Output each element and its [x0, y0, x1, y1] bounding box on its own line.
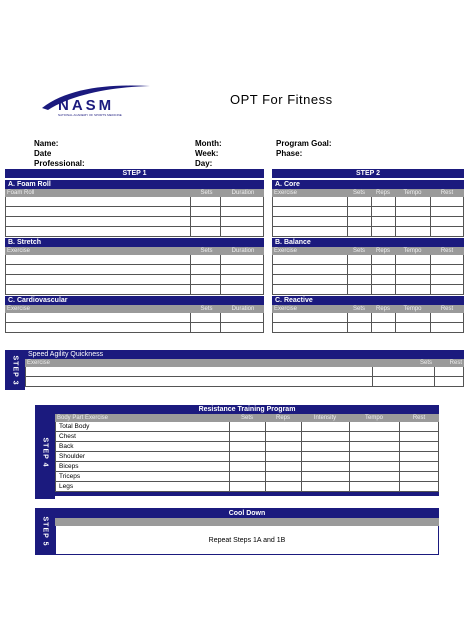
table-row: [6, 227, 263, 237]
month-label: Month:: [195, 139, 222, 148]
step2-b-title: B. Balance: [272, 238, 464, 247]
col-header: Intensity: [313, 415, 337, 421]
step1-a-rows: [5, 197, 264, 237]
date-label: Date: [34, 149, 52, 158]
step4-title: Resistance Training Program: [55, 405, 439, 414]
col-header: Reps: [375, 248, 390, 254]
col-header: Exercise: [27, 360, 51, 366]
col-header: Rest: [412, 415, 426, 421]
step5-section: [55, 508, 439, 555]
table-row: [273, 313, 463, 323]
step5-header: [55, 518, 439, 526]
table-row: [273, 197, 463, 207]
col-header: Sets: [200, 306, 213, 312]
col-header: Foam Roll: [7, 190, 35, 196]
col-header: Exercise: [7, 306, 31, 312]
step3-header: [25, 359, 464, 367]
col-header: Sets: [352, 306, 365, 312]
step1-b-title: B. Stretch: [5, 238, 264, 247]
step1-section: [5, 169, 264, 333]
day-label: Day:: [195, 159, 213, 168]
table-row: Legs: [56, 482, 438, 492]
nasm-logo: [38, 82, 156, 118]
step1-b-rows: [5, 255, 264, 295]
col-header: Reps: [275, 415, 290, 421]
step5-title: Cool Down: [55, 508, 439, 518]
table-row: [273, 207, 463, 217]
col-header: Rest: [440, 306, 454, 312]
table-row: [273, 275, 463, 285]
step1-c-title: C. Cardiovascular: [5, 296, 264, 305]
col-header: Exercise: [7, 248, 31, 254]
table-row: [6, 207, 263, 217]
col-header: Reps: [375, 306, 390, 312]
step2-c-rows: [272, 313, 464, 333]
col-header: Rest: [440, 190, 454, 196]
table-row: [6, 313, 263, 323]
step4-header: [55, 414, 439, 422]
col-header: Reps: [375, 190, 390, 196]
step4-rows: [55, 422, 439, 492]
col-header: Tempo: [403, 306, 422, 312]
step2-b-rows: [272, 255, 464, 295]
col-header: Sets: [352, 248, 365, 254]
table-row: [6, 275, 263, 285]
table-row: [6, 255, 263, 265]
table-row: [273, 227, 463, 237]
step1-a-title: A. Foam Roll: [5, 180, 264, 189]
table-row: [273, 255, 463, 265]
step1-title: STEP 1: [5, 169, 264, 178]
col-header: Sets: [200, 248, 213, 254]
col-header: Sets: [419, 360, 432, 366]
step2-section: [272, 169, 464, 333]
table-row: Triceps: [56, 472, 438, 482]
step2-a-rows: [272, 197, 464, 237]
col-header: Sets: [240, 415, 253, 421]
name-label: Name:: [34, 139, 59, 148]
table-row: [6, 323, 263, 333]
step2-b-header: [272, 247, 464, 255]
step5-text: Repeat Steps 1A and 1B: [55, 526, 439, 555]
phase-label: Phase:: [276, 149, 303, 158]
col-header: Exercise: [274, 306, 298, 312]
professional-label: Professional:: [34, 159, 85, 168]
col-header: Duration: [231, 190, 255, 196]
col-header: Tempo: [364, 415, 383, 421]
program-goal-label: Program Goal:: [276, 139, 332, 148]
step3-section: [25, 350, 464, 387]
col-header: Exercise: [274, 190, 298, 196]
step2-c-header: [272, 305, 464, 313]
document-title: OPT For Fitness: [230, 92, 333, 107]
table-row: [26, 367, 463, 377]
table-row: Back: [56, 442, 438, 452]
step1-b-header: [5, 247, 264, 255]
table-row: Shoulder: [56, 452, 438, 462]
col-header: Sets: [200, 190, 213, 196]
logo-tagline: NATIONAL ACADEMY OF SPORTS MEDICINE: [58, 113, 122, 117]
table-row: [273, 323, 463, 333]
table-row: Biceps: [56, 462, 438, 472]
table-row: Chest: [56, 432, 438, 442]
step2-c-title: C. Reactive: [272, 296, 464, 305]
table-row: [6, 285, 263, 295]
step4-section: [55, 405, 439, 496]
step3-rows: [25, 367, 464, 387]
step4-side-label: STEP 4: [35, 405, 55, 499]
table-row: [6, 265, 263, 275]
col-header: Duration: [231, 306, 255, 312]
col-header: Body Part Exercise: [57, 415, 109, 421]
col-header: Rest: [449, 360, 462, 366]
col-header: Exercise: [274, 248, 298, 254]
step3-title: Speed Agility Quickness: [25, 350, 464, 359]
table-row: [6, 197, 263, 207]
step2-title: STEP 2: [272, 169, 464, 178]
table-row: [26, 377, 463, 387]
step2-a-header: [272, 189, 464, 197]
logo-text: NASM: [58, 97, 115, 114]
col-header: Tempo: [403, 190, 422, 196]
step2-a-title: A. Core: [272, 180, 464, 189]
table-row: [273, 285, 463, 295]
col-header: Rest: [440, 248, 454, 254]
table-row: [6, 217, 263, 227]
step1-c-rows: [5, 313, 264, 333]
step1-c-header: [5, 305, 264, 313]
col-header: Sets: [352, 190, 365, 196]
col-header: Tempo: [403, 248, 422, 254]
step5-side-label: STEP 5: [35, 508, 55, 555]
week-label: Week:: [195, 149, 219, 158]
step1-a-header: [5, 189, 264, 197]
table-row: Total Body: [56, 422, 438, 432]
table-row: [273, 265, 463, 275]
step3-side-label: STEP 3: [5, 350, 25, 390]
table-row: [273, 217, 463, 227]
col-header: Duration: [231, 248, 255, 254]
